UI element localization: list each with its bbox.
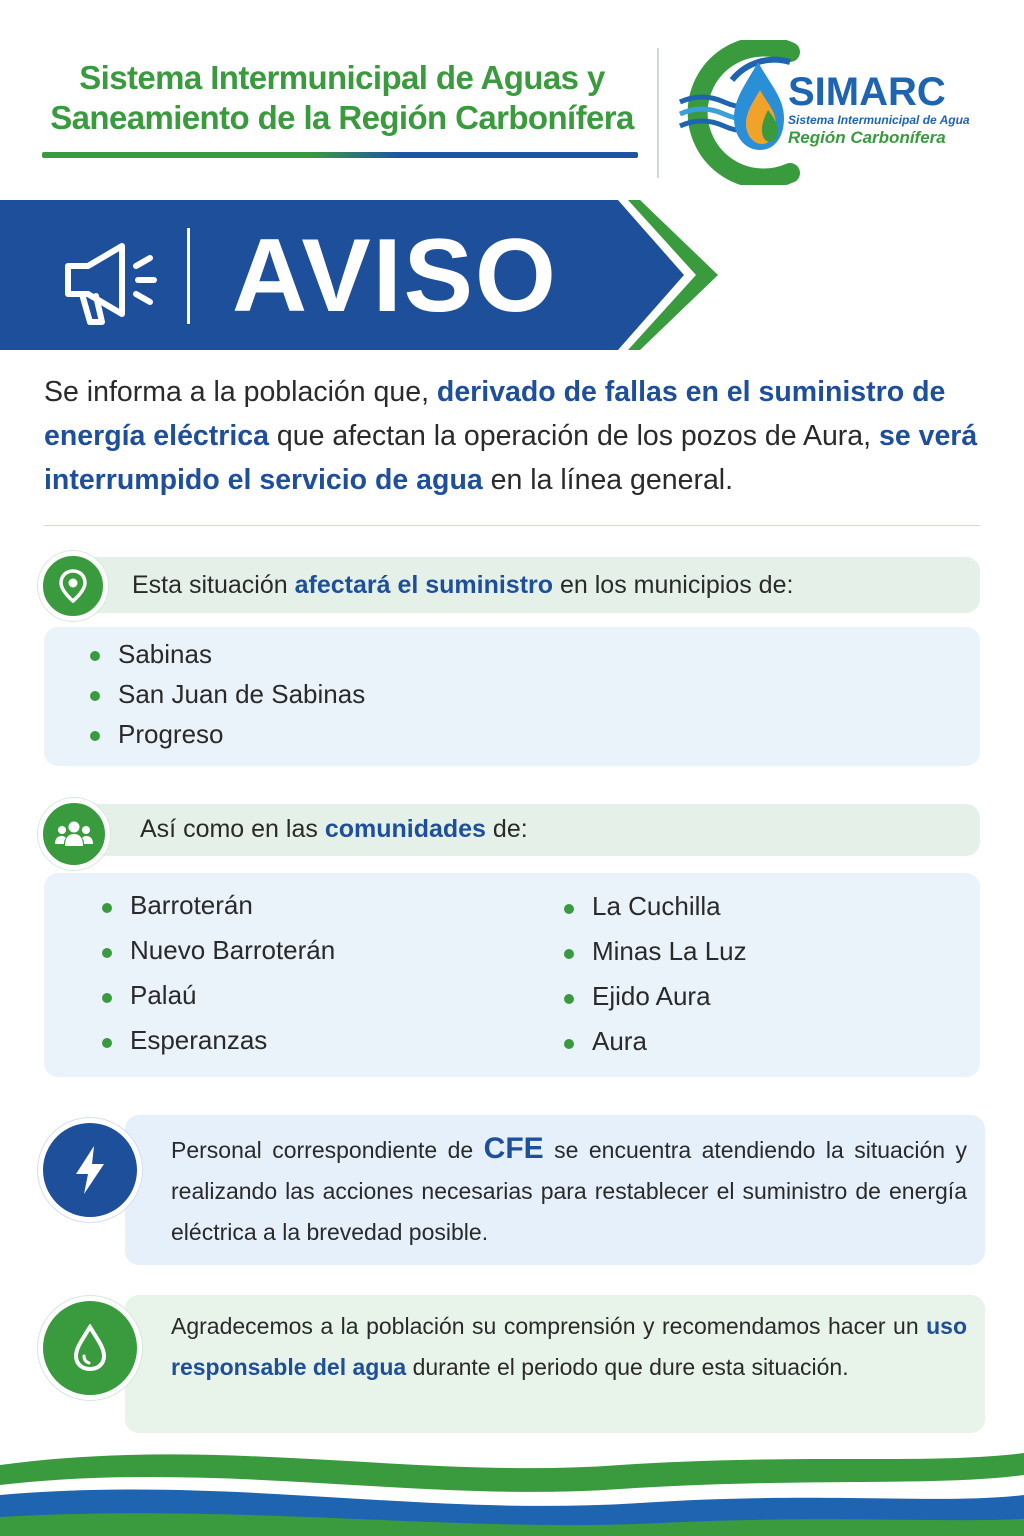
- intro-bold-2: se verá interrumpido el servicio de agua: [44, 420, 978, 496]
- municipios-bold: afectará el suministro: [294, 571, 554, 599]
- header: [0, 0, 1024, 190]
- organization-name-line1: Sistema Intermunicipal de Aguas y: [79, 59, 605, 96]
- agua-paragraph: [171, 1306, 967, 1388]
- agua-bold: uso responsable del agua: [171, 1313, 967, 1380]
- organization-name-line2: Saneamiento de la Región Carbonífera: [50, 99, 634, 136]
- location-pin-icon: [38, 551, 108, 621]
- municipio-item: Sabinas: [118, 636, 365, 676]
- intro-text-3: en la línea general.: [482, 464, 734, 496]
- comunidad-item: Esperanzas: [130, 1020, 335, 1065]
- comunidad-item: Ejido Aura: [592, 976, 747, 1021]
- organization-name: [42, 58, 642, 138]
- comunidades-text-1: Así como en las: [140, 815, 325, 843]
- comunidades-list-col2: [592, 886, 747, 1066]
- comunidad-item: La Cuchilla: [592, 886, 747, 931]
- comunidades-list-col1: [130, 885, 335, 1065]
- aviso-title: AVISO: [232, 218, 558, 334]
- comunidad-item: Minas La Luz: [592, 931, 747, 976]
- comunidad-item: Palaú: [130, 975, 335, 1020]
- section-separator: [44, 525, 980, 526]
- comunidades-bold: comunidades: [324, 815, 486, 843]
- municipio-item: Progreso: [118, 716, 365, 756]
- logo-title: SIMARC: [788, 70, 946, 114]
- cfe-bold: CFE: [483, 1132, 544, 1165]
- comunidad-item: Aura: [592, 1021, 747, 1066]
- header-divider: [657, 48, 659, 178]
- comunidad-item: Barroterán: [130, 885, 335, 930]
- comunidades-text-2: de:: [485, 815, 528, 843]
- intro-paragraph: [44, 370, 984, 502]
- cfe-paragraph: [171, 1128, 967, 1253]
- lightning-icon: [38, 1118, 142, 1222]
- intro-text-2: que afectan la operación de los pozos de Aura,: [268, 420, 879, 452]
- footer-waves: [0, 1425, 1024, 1536]
- logo-region: Región Carbonífera: [788, 128, 946, 147]
- water-drop-icon: [38, 1296, 142, 1400]
- agua-text-1: Agradecemos a la población su comprensión y recomendamos hacer un: [171, 1313, 927, 1339]
- agua-text-2: durante el periodo que dure esta situación.: [406, 1354, 849, 1380]
- comunidad-item: Nuevo Barroterán: [130, 930, 335, 975]
- municipios-text-1: Esta situación: [132, 571, 295, 599]
- municipios-text-2: en los municipios de:: [553, 571, 794, 599]
- people-icon: [38, 798, 110, 870]
- comunidades-label: [140, 815, 528, 844]
- cfe-text-1: Personal correspondiente de: [171, 1137, 484, 1163]
- municipios-list: [118, 636, 365, 756]
- title-underline: [42, 152, 638, 158]
- municipio-item: San Juan de Sabinas: [118, 676, 365, 716]
- intro-text-1: Se informa a la población que,: [44, 376, 437, 408]
- cfe-text-2: se encuentra atendiendo la situación y realizando las acciones necesarias para restablecer el suministro de energía eléctrica a la brevedad posible.: [171, 1137, 967, 1245]
- logo-subtitle: Sistema Intermunicipal de Agua: [788, 113, 970, 127]
- municipios-label: [132, 571, 793, 600]
- intro-bold-1: derivado de fallas en el suministro de energía eléctrica: [44, 376, 946, 452]
